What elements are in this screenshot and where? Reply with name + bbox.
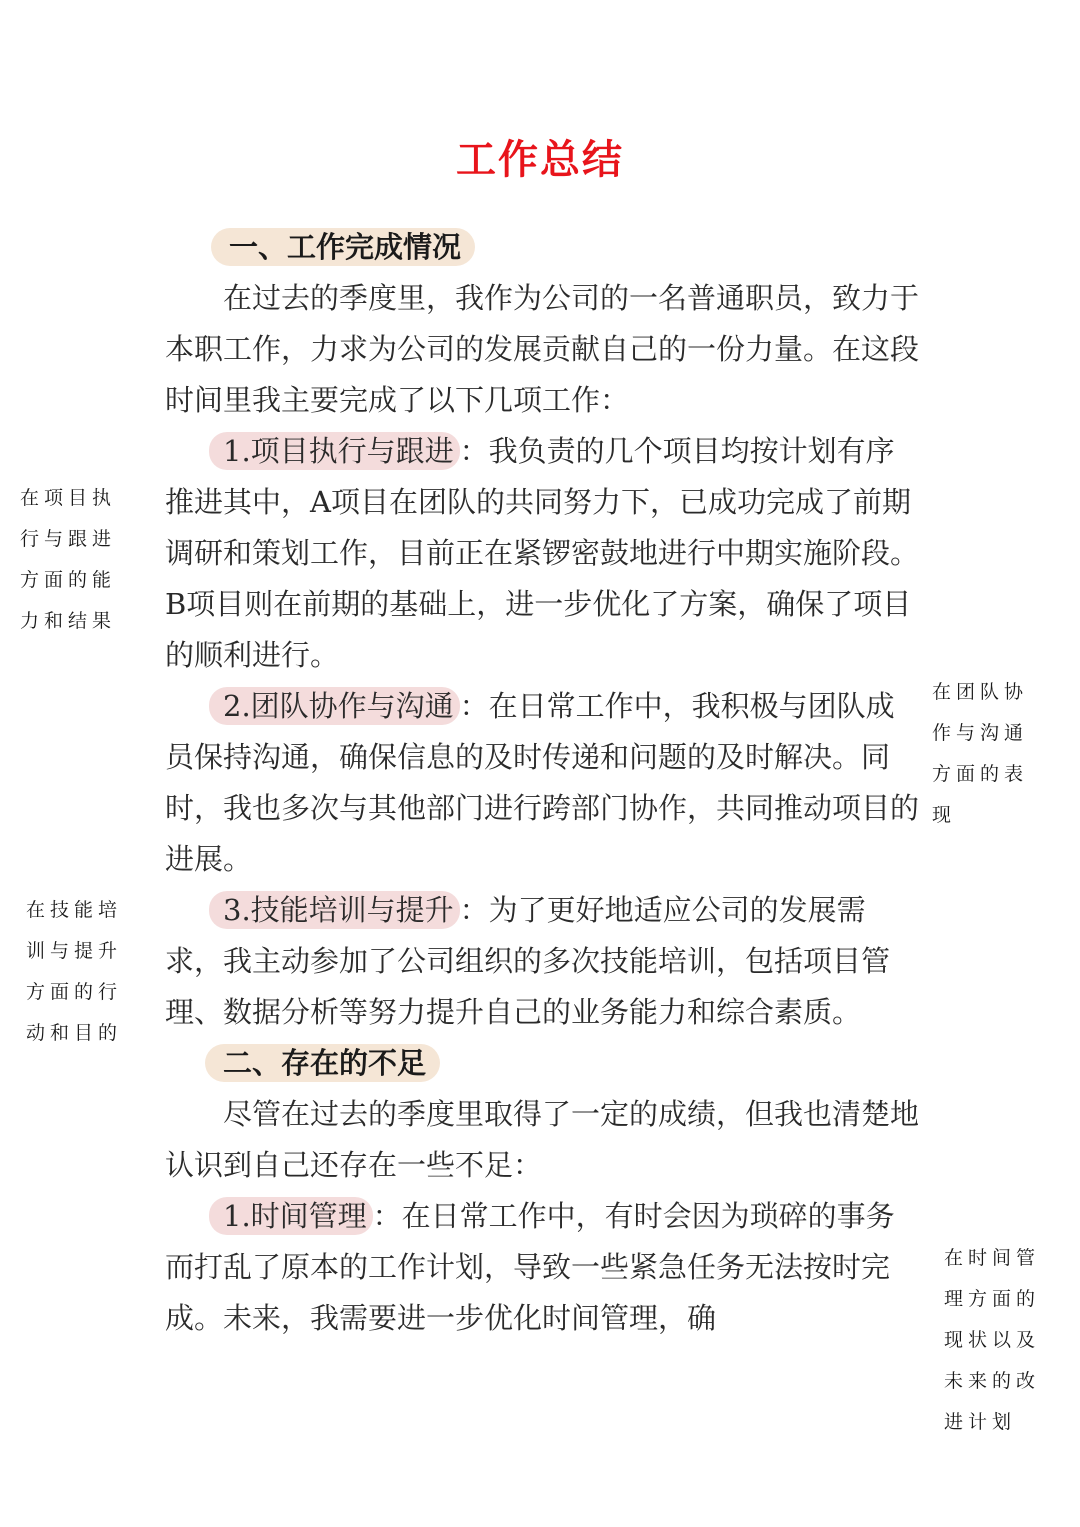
item-text: ：为了更好地适应公司的发展需求，我主动参加了公司组织的多次技能培训，包括项目管理、数据分析等努力提升自己的业务能力和综合素质。 (165, 893, 891, 1029)
section-heading-wrap (165, 222, 920, 273)
item-label: 1.项目执行与跟进 (209, 432, 460, 470)
margin-note: 在时间管 理方面的 现状以及 未来的改 进计划 (944, 1247, 1041, 1433)
section-heading-wrap (165, 1038, 920, 1089)
item-text: ：我负责的几个项目均按计划有序推进其中，A项目在团队的共同努力下，已成功完成了前期调研和策划工作，目前正在紧锣密鼓地进行中期实施阶段。B项目则在前期的基础上，进一步优化了方案，确保了项目的顺利进行。 (165, 434, 920, 672)
margin-note: 在项目执 行与跟进 方面的能 力和结果 (20, 487, 117, 632)
list-item (165, 1191, 920, 1344)
page-title: 工作总结 (456, 136, 624, 183)
section-heading: 二、存在的不足 (205, 1044, 440, 1082)
list-item (165, 426, 920, 681)
list-item (165, 885, 920, 1038)
item-label: 2.团队协作与沟通 (209, 687, 460, 725)
item-label: 1.时间管理 (209, 1197, 373, 1235)
item-text: ：在日常工作中，我积极与团队成员保持沟通，确保信息的及时传递和问题的及时解决。同时，我也多次与其他部门进行跨部门协作，共同推动项目的进展。 (165, 689, 920, 876)
item-text: ：在日常工作中，有时会因为琐碎的事务而打乱了原本的工作计划，导致一些紧急任务无法按时完成。未来，我需要进一步优化时间管理，确 (165, 1199, 895, 1335)
margin-note: 在技能培 训与提升 方面的行 动和目的 (26, 899, 123, 1044)
margin-note: 在团队协 作与沟通 方面的表 现 (932, 681, 1029, 826)
list-item (165, 681, 920, 885)
intro-paragraph: 在过去的季度里，我作为公司的一名普通职员，致力于本职工作，力求为公司的发展贡献自己的一份力量。在这段时间里我主要完成了以下几项工作： (165, 281, 920, 417)
item-label: 3.技能培训与提升 (209, 891, 460, 929)
section-heading: 一、工作完成情况 (211, 228, 475, 266)
intro-paragraph: 尽管在过去的季度里取得了一定的成绩，但我也清楚地认识到自己还存在一些不足： (165, 1097, 920, 1182)
document-body (165, 222, 920, 1344)
